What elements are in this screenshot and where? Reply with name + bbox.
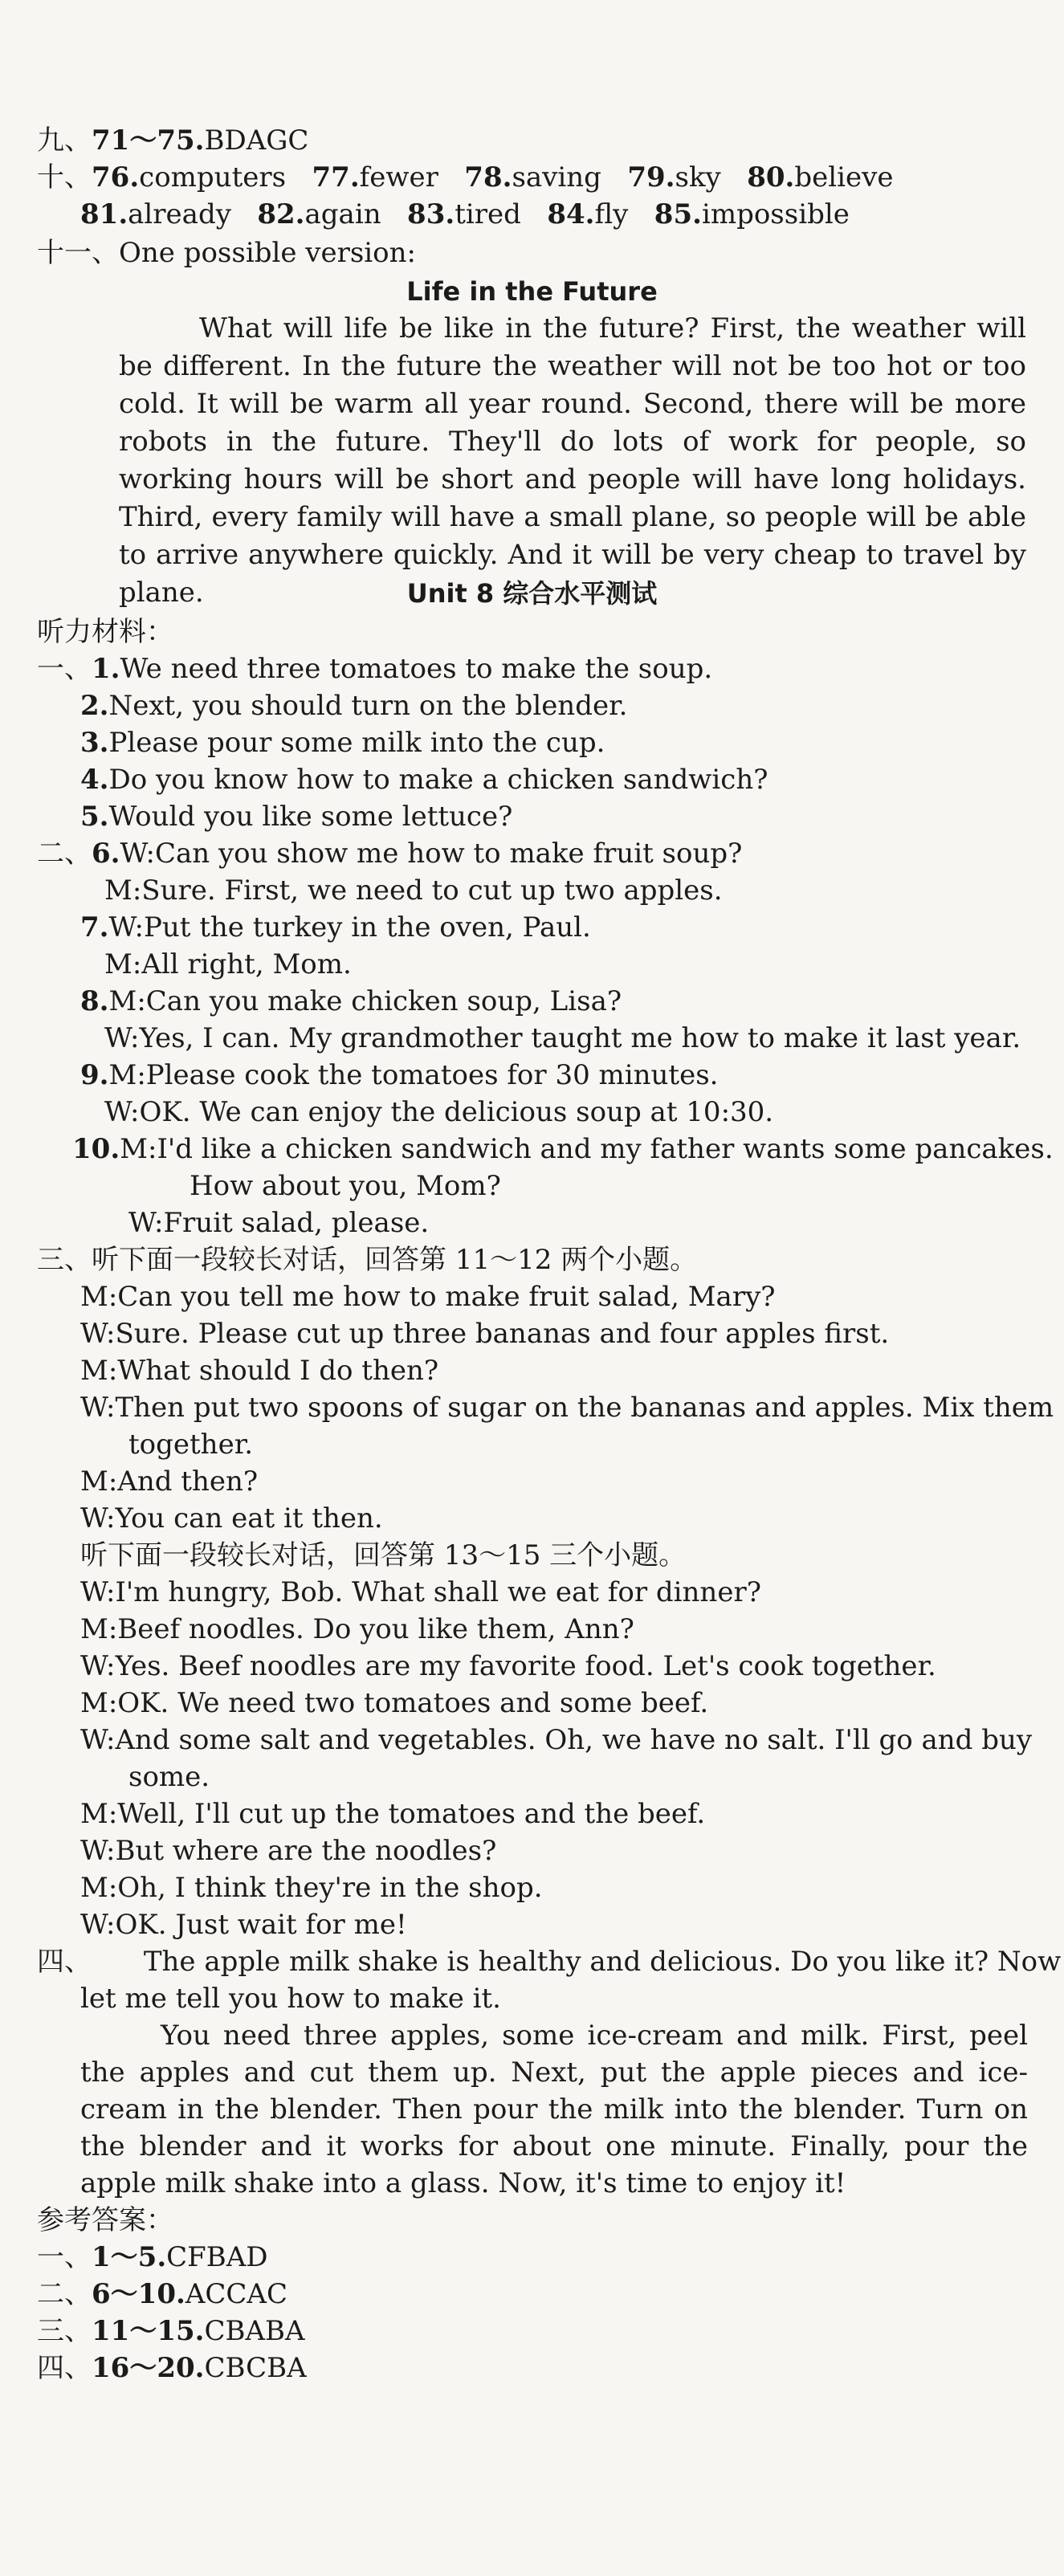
part3-line: W:And some salt and vegetables. Oh, we have no salt. I'll go and buy: [80, 1724, 1033, 1756]
part4-line: let me tell you how to make it.: [80, 1983, 501, 2015]
part2-line: M:Sure. First, we need to cut up two apples.: [104, 874, 723, 907]
part3-line: W:Sure. Please cut up three bananas and four apples first.: [80, 1318, 890, 1350]
part2-line: 7.W:Put the turkey in the oven, Paul.: [80, 911, 591, 944]
part3-line: W:You can eat it then.: [80, 1502, 383, 1535]
part1-item: 5.Would you like some lettuce?: [80, 801, 513, 833]
part3-line: M:And then?: [80, 1465, 259, 1498]
part3-intro: 听下面一段较长对话，回答第 13～15 三个小题。: [80, 1539, 687, 1571]
part1-item: 3.Please pour some milk into the cup.: [80, 727, 605, 759]
part3-line: together.: [128, 1429, 254, 1461]
part2-line: W:Yes, I can. My grandmother taught me how to make it last year.: [104, 1022, 1021, 1054]
part3-line: M:Oh, I think they're in the shop.: [80, 1872, 543, 1904]
part3-line: M:Well, I'll cut up the tomatoes and the beef.: [80, 1798, 706, 1830]
part3-line: W:Yes. Beef noodles are my favorite food. Let's cook together.: [80, 1650, 936, 1682]
answer-key-label: 参考答案：: [37, 2204, 173, 2236]
answer-key-row: 二、6～10.ACCAC: [37, 2278, 287, 2310]
answer-key-row: 一、1～5.CFBAD: [37, 2241, 268, 2273]
part1-item: 2.Next, you should turn on the blender.: [80, 690, 628, 722]
part2-line: 10.M:I'd like a chicken sandwich and my father wants some pancakes.: [72, 1133, 1054, 1165]
part3-line: M:Beef noodles. Do you like them, Ann?: [80, 1613, 634, 1645]
part1-item: 4.Do you know how to make a chicken sandwich?: [80, 764, 768, 796]
part3-line: M:What should I do then?: [80, 1355, 439, 1387]
part3-line: W:But where are the noodles?: [80, 1835, 497, 1867]
part3-line: M:Can you tell me how to make fruit salad, Mary?: [80, 1281, 776, 1313]
part3-line: W:Then put two spoons of sugar on the bananas and apples. Mix them: [80, 1392, 1054, 1424]
part2-line: 8.M:Can you make chicken soup, Lisa?: [80, 985, 622, 1017]
part3-line: some.: [128, 1761, 210, 1793]
part3-line: W:OK. Just wait for me!: [80, 1909, 407, 1941]
part2-line: W:OK. We can enjoy the delicious soup at 10:30.: [104, 1096, 774, 1128]
listening-label: 听力材料：: [37, 616, 173, 648]
part2-line: 二、6.W:Can you show me how to make fruit soup?: [37, 838, 743, 870]
answer-ten-row2: 81.already 82.again 83.tired 84.fly 85.impossible: [80, 198, 850, 230]
answer-key-row: 四、16～20.CBCBA: [37, 2352, 307, 2384]
answer-ten-row1: 十、76.computers 77.fewer 78.saving 79.sky 80.believe: [37, 161, 894, 194]
unit-title: Unit 8 综合水平测试: [406, 578, 658, 609]
part4-para2: You need three apples, some ice-cream and milk. First, peel the apples and cut them up. Next, put the apple pieces and ice-cream in the blender. Then pour the milk into the blender. Turn on the blender and it works for about one minute. Finally, pour the apple milk shake into a glass. Now, it's time to enjoy it!: [80, 2020, 1028, 2199]
answer-key-row: 三、11～15.CBABA: [37, 2315, 305, 2347]
part2-line: How about you, Mom?: [190, 1170, 501, 1202]
answer-nine: 九、71～75.BDAGC: [37, 124, 309, 157]
essay-body: What will life be like in the future? First, the weather will be different. In the future the weather will not be too hot or too cold. It will be warm all year round. Second, there will be more robots in the future. They'll do lots of work for people, so working hours will be short and people will have long holidays. Third, every family will have a small plane, so people will be able to arrive anywhere quickly. And it will be very cheap to travel by plane.: [119, 312, 1026, 609]
answer-eleven: 十一、One possible version:: [37, 237, 416, 269]
part2-line: 9.M:Please cook the tomatoes for 30 minutes.: [80, 1059, 719, 1091]
part1-item: 一、1.We need three tomatoes to make the soup.: [37, 653, 713, 685]
part2-line: M:All right, Mom.: [104, 948, 352, 980]
part4-first-line: 四、 The apple milk shake is healthy and delicious. Do you like it? Now: [37, 1946, 1062, 1978]
part3-line: W:I'm hungry, Bob. What shall we eat for dinner?: [80, 1576, 761, 1608]
part3-line: M:OK. We need two tomatoes and some beef.: [80, 1687, 709, 1719]
part3-intro: 三、听下面一段较长对话，回答第 11～12 两个小题。: [37, 1244, 698, 1276]
part2-line: W:Fruit salad, please.: [128, 1207, 430, 1239]
essay-title: Life in the Future: [406, 276, 658, 307]
